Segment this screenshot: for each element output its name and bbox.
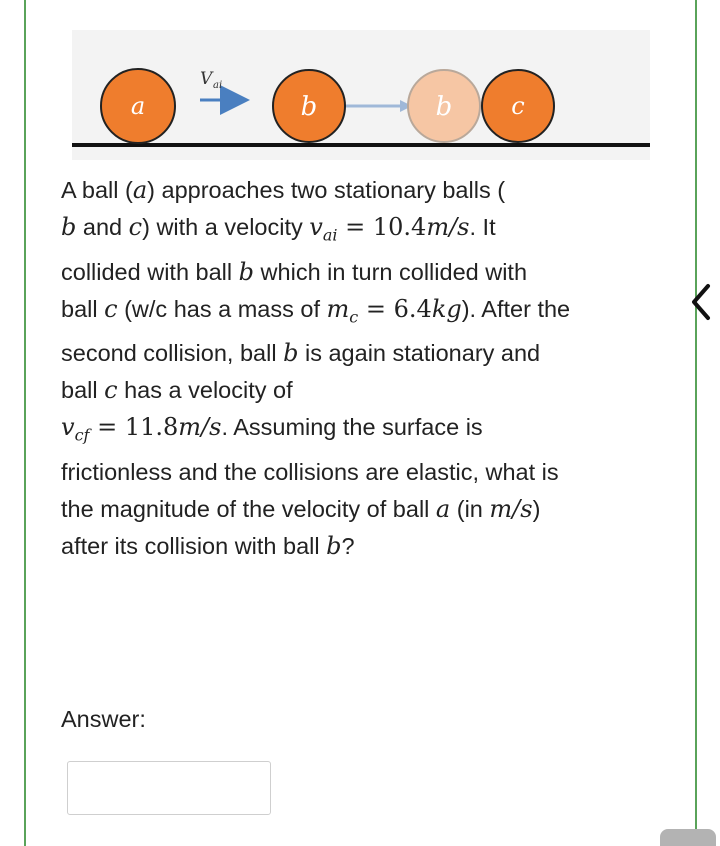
text-segment: the magnitude of the velocity of ball — [61, 496, 436, 523]
left-border — [24, 0, 26, 846]
math-sub: ai — [322, 225, 338, 245]
text-segment: is again stationary and — [298, 340, 541, 367]
ball-a-label: a — [130, 92, 146, 120]
text-segment: (in — [450, 496, 490, 523]
text-segment: ball — [61, 295, 105, 322]
math-var: b — [61, 213, 77, 241]
math-var: b — [283, 339, 299, 368]
text-segment: frictionless and the collisions are elastic, what is — [61, 459, 559, 486]
math-num: = 10.4 — [337, 213, 427, 241]
right-border — [695, 0, 697, 846]
math-sub: cf — [74, 426, 90, 446]
question-text — [61, 172, 661, 565]
text-segment: . Assuming the surface is — [221, 414, 483, 441]
question-line-5 — [61, 335, 661, 372]
text-segment: . It — [469, 214, 496, 240]
math-var: v — [309, 213, 323, 241]
math-var: b — [326, 532, 342, 561]
math-var: a — [132, 176, 148, 204]
text-segment: second collision, ball — [61, 340, 284, 367]
math-unit: m/s — [489, 495, 533, 524]
text-segment: ball — [61, 377, 105, 404]
text-segment: and — [76, 214, 129, 240]
math-var: c — [128, 213, 143, 241]
math-num: = 11.8 — [89, 413, 179, 442]
math-var: m — [326, 294, 350, 323]
text-segment: (w/c has a mass of — [117, 295, 327, 322]
scroll-to-top-button[interactable] — [660, 829, 716, 846]
answer-label: Answer: — [61, 706, 146, 732]
drawer-toggle-button[interactable] — [684, 280, 720, 324]
math-var: c — [104, 376, 118, 405]
ball-c-label: c — [511, 92, 525, 120]
math-var: a — [435, 495, 451, 524]
text-segment: ) approaches two stationary balls ( — [147, 177, 506, 203]
math-var: c — [104, 294, 118, 323]
question-line-7 — [61, 409, 661, 454]
text-segment: ) with a velocity — [142, 214, 310, 240]
velocity-label-sub: ai — [213, 80, 223, 91]
question-line-4 — [61, 291, 661, 336]
math-unit: m/s — [426, 213, 470, 241]
text-segment: ? — [341, 533, 355, 560]
question-line-9 — [61, 491, 661, 528]
math-num: = 6.4 — [358, 294, 432, 323]
answer-input[interactable] — [67, 761, 271, 815]
question-line-10 — [61, 528, 661, 565]
math-var: v — [61, 413, 75, 442]
math-var: b — [238, 257, 255, 286]
collision-diagram — [72, 30, 650, 160]
question-line-3 — [61, 254, 661, 291]
math-sub: c — [349, 307, 359, 327]
velocity-label-v: V — [200, 69, 213, 89]
text-segment: ) — [532, 496, 541, 523]
text-segment: ). After the — [461, 295, 571, 322]
text-segment: which in turn collided with — [254, 258, 528, 285]
text-segment: collided with ball — [61, 258, 239, 285]
text-segment: A ball ( — [61, 177, 133, 203]
text-segment: after its collision with ball — [61, 533, 327, 560]
text-segment: has a velocity of — [117, 377, 293, 404]
question-line-2 — [61, 209, 661, 254]
math-unit: m/s — [178, 413, 222, 442]
collision-diagram-svg — [72, 30, 650, 160]
question-line-6 — [61, 372, 661, 409]
ball-b-ghost-label: b — [435, 92, 453, 122]
chevron-left-icon — [684, 280, 720, 324]
math-unit: kg — [431, 294, 462, 323]
ball-b-label: b — [300, 92, 318, 122]
question-line-8 — [61, 454, 661, 491]
question-line-1 — [61, 172, 661, 209]
